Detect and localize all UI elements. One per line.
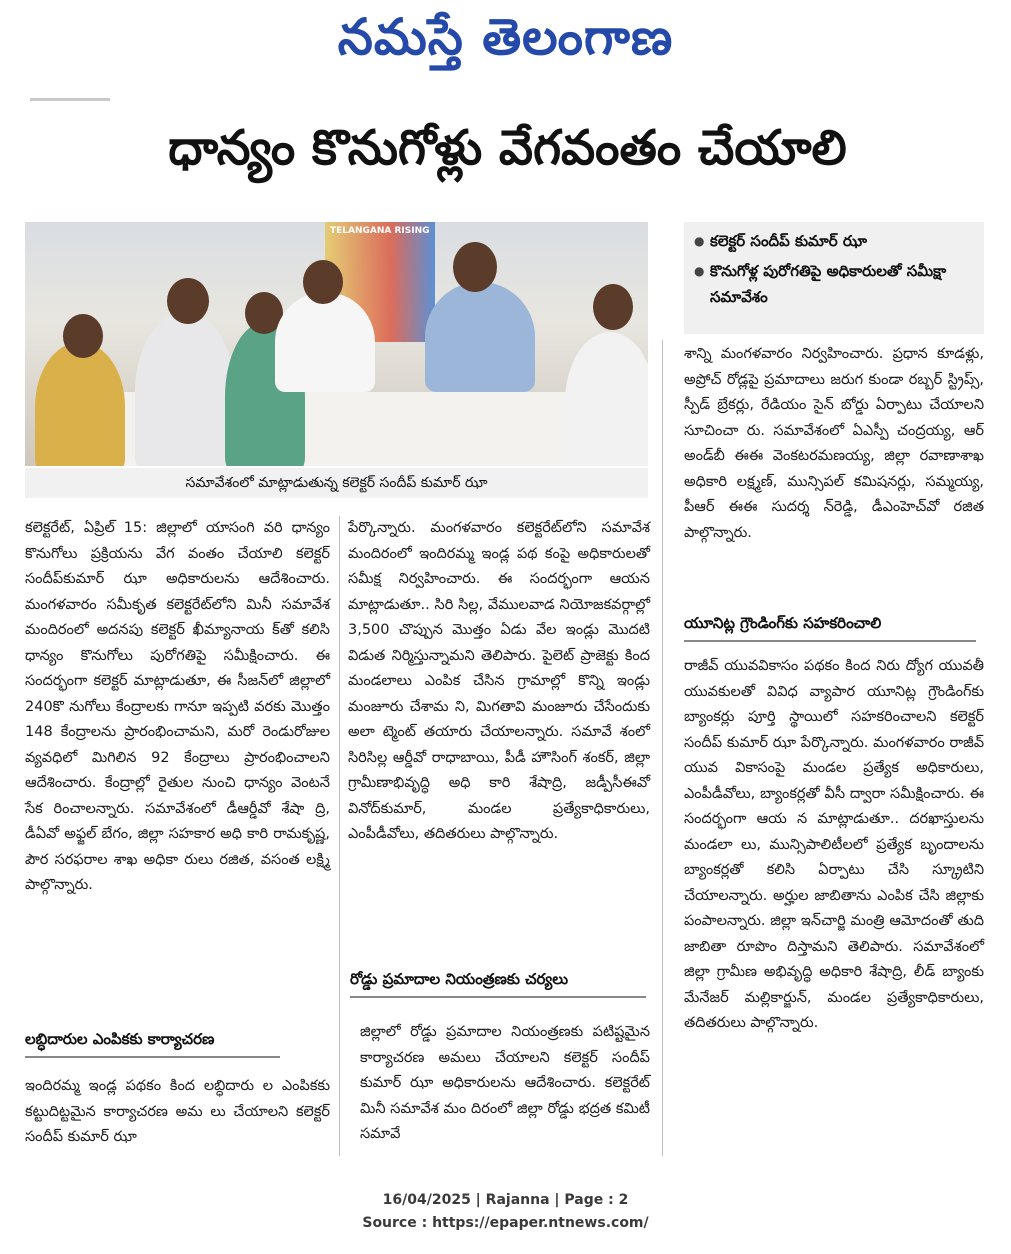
column-3-body xyxy=(684,342,984,546)
column-2-body xyxy=(348,516,650,848)
person-1-head xyxy=(63,314,103,358)
column-2-body-2 xyxy=(360,1020,650,1148)
top-rule xyxy=(30,98,110,101)
column-1-paragraph-2: ఇందిరమ్మ ఇండ్ల పథకం కింద లబ్ధిదారు ల ఎంపికకు కట్టుదిట్టమైన కార్యాచరణ అమ లు చేయాలని కలెక్టర్ సందీప్ కుమార్ ఝా xyxy=(25,1078,330,1145)
column-3-body-2 xyxy=(684,654,984,1037)
column-1-paragraph-1: కలెక్టరేట్, ఏప్రిల్ 15: జిల్లాలో యాసంగి వరి ధాన్యం కొనుగోలు ప్రక్రియను వేగ వంతం చేయాలి కలెక్టర్ సందీప్‌కుమార్ ఝా అధికారులను ఆదేశించారు. మంగళవారం సమీకృత కలెక్టరేట్‌లోని మినీ సమావేశ మందిరంలో అదనపు కలెక్టర్ ఖీమ్యానాయ క్‌తో కలిసి ధాన్యం కొనుగోలు పురోగతిపై సమీక్షించారు. ఈ సందర్భంగా కలెక్టర్ మాట్లాడుతూ, ఈ సీజన్‌లో జిల్లాలో 240కొ నుగోలు కేంద్రాలకు గానూ ఇప్పటి వరకు మొత్తం 148 కేంద్రాలను ప్రారంభించామని, మరో రెండురోజుల వ్యవధిలో మిగిలిన 92 కేంద్రాలు ప్రారంభించాలని ఆదేశించారు. కేంద్రాల్లో రైతుల నుంచి ధాన్యం వెంటనే సేక రించాలన్నారు. సమావేశంలో డీఆర్డీవో శేషా ద్రి, డీఏవో అఫ్జల్ బేగం, జిల్లా సహకార అధి కారి రామకృష్ణ, పౌర సరఫరాల శాఖ అధికా రులు రజిత, వసంత లక్ష్మి పాల్గొన్నారు. xyxy=(25,520,330,893)
column-3-subhead: యూనిట్ల గ్రౌండింగ్‌కు సహకరించాలి xyxy=(684,614,976,642)
photo-caption: సమావేశంలో మాట్లాడుతున్న కలెక్టర్ సందీప్ కుమార్ ఝా xyxy=(25,468,648,498)
highlight-2: ● కొనుగోళ్ల పురోగతిపై అధికారులతో సమీక్షా సమావేశం xyxy=(684,258,984,310)
headline: ధాన్యం కొనుగోళ్లు వేగవంతం చేయాలి xyxy=(168,120,847,176)
column-2-subhead: రోడ్డు ప్రమాదాల నియంత్రణకు చర్యలు xyxy=(350,970,646,998)
column-1-body xyxy=(25,516,330,899)
person-1 xyxy=(35,342,125,466)
column-divider-1 xyxy=(339,516,340,1156)
highlight-1: ● కలెక్టర్ సందీప్ కుమార్ ఝా xyxy=(684,228,984,254)
news-photo xyxy=(25,222,648,466)
column-3-paragraph-2: రాజీవ్ యువవికాసం పథకం కింద నిరు ద్యోగ యువతీ యువకులతో వివిధ వ్యాపార యూనిట్ల గ్రౌండింగ్‌కు బ్యాంకర్లు పూర్తి స్థాయిలో సహకరించాలని కలెక్టర్ సందీప్ కుమార్ ఝా పేర్కొన్నారు. మంగళవారం రాజీవ్ యువ వికాసంపై మండల ప్రత్యేక అధికారులు, ఎంపీడీవోలు, బ్యాంకర్లతో వీసీ ద్వారా సమీక్షించారు. ఈ సందర్భంగా ఆయ న మాట్లాడుతూ.. దరఖాస్తులను మండలా లు, మున్సిపాలిటీలలో ప్రత్యేక బృందాలను బ్యాంకర్లతో కలిసి ఏర్పాటు చేసి స్క్రూటిని చేయాలన్నారు. అర్హుల జాబితాను ఎంపిక చేసి జిల్లాకు పంపాలన్నారు. జిల్లా ఇన్‌చార్జి మంత్రి ఆమోదంతో తుది జాబితా రూపొం దిస్తామని తెలిపారు. సమావేశంలో జిల్లా గ్రామీణ అభివృద్ధి అధికారి శేషాద్రి, లీడ్ బ్యాంకు మేనేజర్ మల్లికార్జున్, మండల ప్రత్యేకాధికారులు, తదితరులు పాల్గొన్నారు. xyxy=(684,658,984,1031)
column-2-paragraph-1: పేర్కొన్నారు. మంగళవారం కలెక్టరేట్‌లోని సమావేశ మందిరంలో ఇందిరమ్మ ఇండ్ల పథ కంపై అధికారులతో సమీక్ష నిర్వహించారు. ఈ సందర్భంగా ఆయన మాట్లాడుతూ.. సిరి సిల్ల, వేములవాడ నియోజకవర్గాల్లో 3,500 చొప్పున మొత్తం ఏడు వేల ఇండ్లు మొదటి విడుత నిర్మిస్తున్నామని తెలిపారు. పైలెట్ ప్రాజెక్టు కింద మండలాలు ఎంపిక చేసిన గ్రామాల్లో కొన్ని ఇండ్లు మంజూరు చేశామ ని, మిగతావి మంజూరు చేసేందుకు అలా ట్మెంట్ తయారు చేయాలన్నారు. సమావే శంలో సిరిసిల్ల ఆర్డీవో రాధాబాయి, పీడీ హౌసింగ్ శంకర్, జిల్లా గ్రామీణాభివృద్ధి అధి కారి శేషాద్రి, జడ్పీసీఈవో వినోద్‌కుమార్, మండల ప్రత్యేకాధికారులు, ఎంపీడీవోలు, తదితరులు పాల్గొన్నారు. xyxy=(348,520,650,842)
photo-banner-text: TELANGANA RISING xyxy=(330,226,430,236)
person-5 xyxy=(425,282,535,392)
column-3-paragraph-1: శాన్ని మంగళవారం నిర్వహించారు. ప్రధాన కూడళ్లు, అప్రోచ్ రోడ్లపై ప్రమాదాలు జరుగ కుండా రబ్బర్ స్ట్రిప్స్, స్పీడ్ బ్రేకర్లు, రేడియం సైన్ బోర్డు ఏర్పాటు చేయాలని సూచించా రు. సమావేశంలో ఏఎస్పీ చంద్రయ్య, ఆర్ అండ్‌బీ ఈఈ వెంకటరమణయ్య, జిల్లా రవాణాశాఖ అధికారి లక్ష్మణ్, మున్సిపల్ కమిషనర్లు, సమ్మయ్య, పీఆర్ ఈఈ సుదర్శ న్‌రెడ్డి, డీఎంహెచ్‌వో రజిత పాల్గొన్నారు. xyxy=(684,346,984,541)
column-1-subhead: లబ్ధిదారుల ఎంపికకు కార్యాచరణ xyxy=(25,1030,280,1058)
person-6-head xyxy=(593,284,633,330)
masthead xyxy=(0,0,1011,80)
footer-source-line: Source : https://epaper.ntnews.com/ xyxy=(362,1215,649,1231)
column-2-paragraph-2: జిల్లాలో రోడ్డు ప్రమాదాల నియంత్రణకు పటిష్టమైన కార్యాచరణ అమలు చేయాలని కలెక్టర్ సందీప్ కుమార్ ఝా అధికారులను ఆదేశించారు. కలెక్టరేట్ మినీ సమావేశ మం దిరంలో జిల్లా రోడ్డు భద్రత కమిటీ సమావే xyxy=(360,1024,650,1142)
person-6 xyxy=(565,332,648,466)
person-2-head xyxy=(167,278,209,324)
person-4-head xyxy=(303,260,343,304)
person-2 xyxy=(135,312,235,466)
footer-date-line: 16/04/2025 | Rajanna | Page : 2 xyxy=(382,1192,629,1208)
person-4 xyxy=(275,292,375,392)
highlights-box xyxy=(684,222,984,334)
masthead-title: నమస్తే తెలంగాణ xyxy=(337,8,674,66)
person-5-head xyxy=(453,242,497,292)
column-1-body-2 xyxy=(25,1074,330,1151)
column-divider-2 xyxy=(662,340,663,1156)
